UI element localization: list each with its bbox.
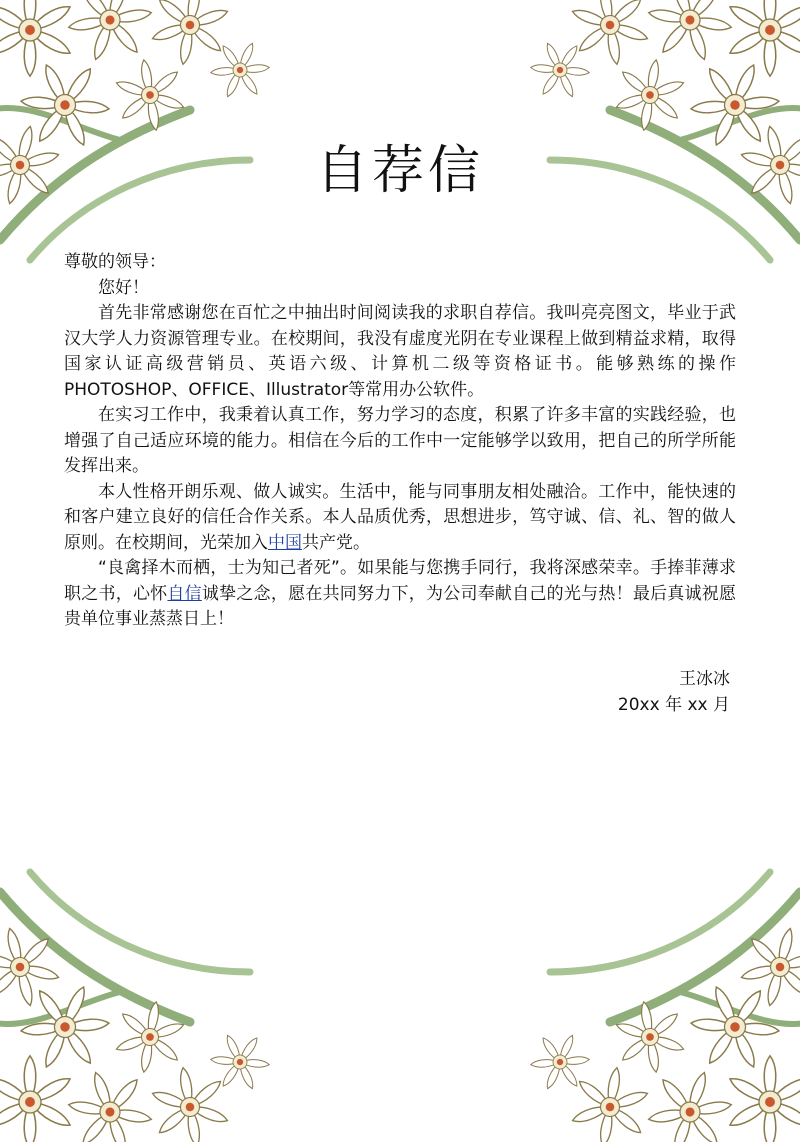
- paragraph-text: 本人性格开朗乐观、做人诚实。生活中，能与同事朋友相处融洽。工作中，能快速的和客户建立良好的信任合作关系。本人品质优秀，思想进步，笃守诚、信、礼、智的做人原则。在校期间，光荣加入: [64, 481, 736, 553]
- paragraph-text: 共产党。: [302, 532, 370, 553]
- paragraph-personality: [64, 480, 736, 557]
- paragraph-text: 诚挚之念，愿在共同努力下，为公司奉献自己的光与热！最后真诚祝愿贵单位事业蒸蒸日上！: [64, 583, 737, 629]
- paragraph-closing: [64, 556, 736, 633]
- page-title: 自荐信: [315, 141, 484, 201]
- signature-block: [618, 666, 730, 718]
- letter-body: [64, 250, 736, 633]
- signature-name: 王冰冰: [679, 669, 730, 689]
- greeting: 您好！: [98, 277, 149, 298]
- link-china[interactable]: 中国: [268, 532, 302, 553]
- link-confidence[interactable]: 自信: [167, 583, 202, 604]
- paragraph-intro: 首先非常感谢您在百忙之中抽出时间阅读我的求职自荐信。我叫亮亮图文，毕业于武汉大学人力资源管理专业。在校期间，我没有虚度光阴在专业课程上做到精益求精，取得国家认证高级营销员、英语六级、计算机二级等资格证书。能够熟练的操作PHOTOSHOP、OFFICE、Illustrator等常用办公软件。: [64, 303, 736, 400]
- daffodil-cluster-icon: [0, 862, 280, 1142]
- flower-decoration-bottom-left: [0, 862, 280, 1142]
- signature-date: 20xx 年 xx 月: [617, 695, 730, 715]
- paragraph-internship: 在实习工作中，我秉着认真工作，努力学习的态度，积累了许多丰富的实践经验，也增强了自己适应环境的能力。相信在今后的工作中一定能够学以致用，把自己的所学所能发挥出来。: [64, 405, 736, 476]
- salutation: 尊敬的领导：: [64, 252, 166, 272]
- paragraph-text: “良禽择木而栖，士为知己者死”。如果能与您携手同行，我将深感荣幸。手捧菲薄求职之书，心怀: [64, 558, 736, 604]
- flower-decoration-bottom-right: [520, 862, 800, 1142]
- daffodil-cluster-icon: [520, 862, 800, 1142]
